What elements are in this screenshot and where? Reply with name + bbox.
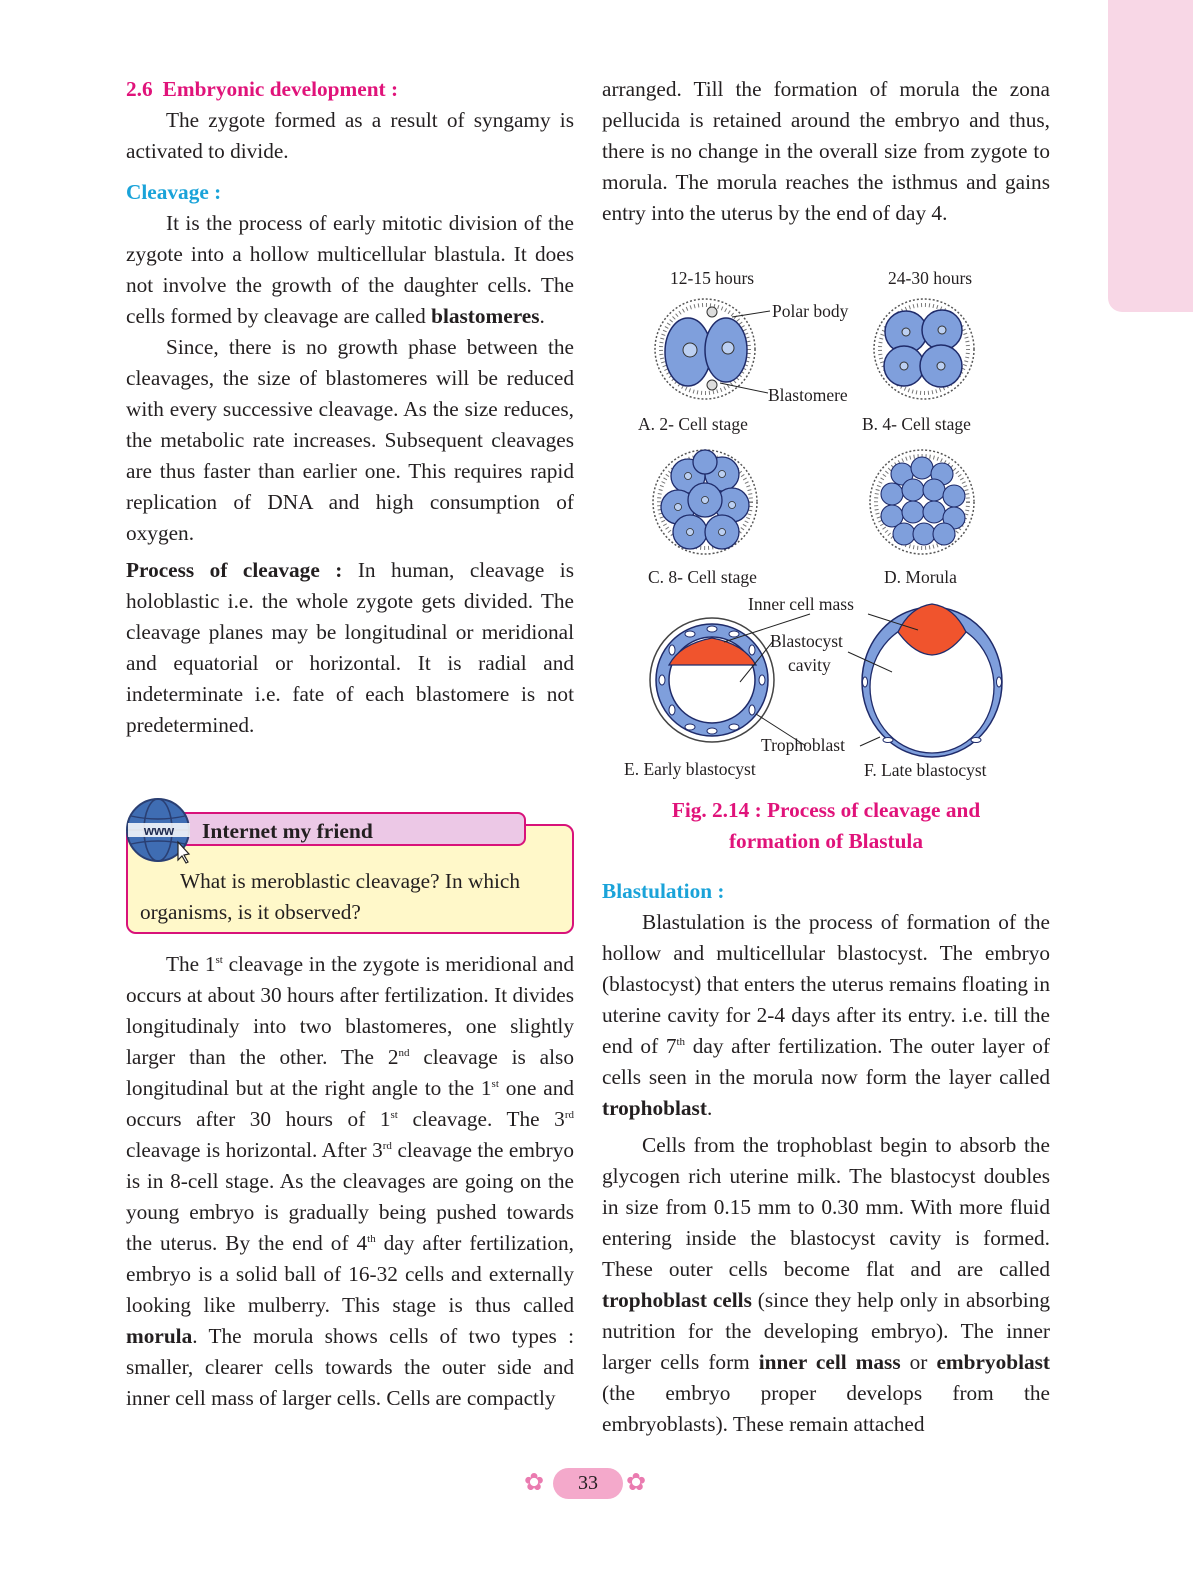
time-label-b: 24-30 hours	[888, 268, 973, 288]
term-inner-cell-mass: inner cell mass	[758, 1350, 901, 1374]
process-paragraph: Process of cleavage : In human, cleavage is holoblastic i.e. the whole zygote gets divided. The cleavage planes may be longitudinal or meridional and equatorial or horizontal. It is radial and indeterminate i.e. fate of each blastomere is not predetermined.	[126, 558, 574, 737]
cleavage-diagram	[620, 262, 1040, 792]
globe-icon	[126, 796, 194, 864]
cleavage-paragraph-2: Since, there is no growth phase between the cleavages, the size of blastomeres will be reduced with every successive cleavage. As the size reduces, the metabolic rate increases. Subsequent cleavages are thus faster than earlier one. This requires rapid replication of DNA and high consumption of oxygen.	[126, 335, 574, 545]
cleavage-sequence-paragraph: The 1st cleavage in the zygote is meridional and occurs at about 30 hours after fertilization. It divides longitudinaly into two blastomeres, one slightly larger than the other. The 2nd cleavage is also longitudinal but at the right angle to the 1st one and occurs after 30 hours of 1st cleavage. The 3rd cleavage is horizontal. After 3rd cleavage the embryo is in 8-cell stage. As the cleavages are going on the young embryo is gradually being pushed towards the uterus. By the end of 4th day after fertilization, embryo is a solid ball of 16-32 cells and externally looking like mulberry. This stage is thus called morula. The morula shows cells of two types : smaller, clearer cells towards the outer side and inner cell mass of larger cells. Cells are compactly	[126, 952, 574, 1410]
intro-paragraph: The zygote formed as a result of syngamy is activated to divide.	[126, 108, 574, 163]
time-label-a: 12-15 hours	[670, 268, 755, 288]
stage-label-c: C. 8- Cell stage	[648, 567, 757, 587]
left-column	[126, 74, 574, 741]
section-number: 2.6	[126, 77, 153, 101]
page-number-value: 33	[553, 1468, 623, 1499]
term-trophoblast-cells: trophoblast cells	[602, 1288, 752, 1312]
right-column-lower	[602, 876, 1050, 1440]
stage-label-d: D. Morula	[884, 567, 957, 587]
term-trophoblast: trophoblast	[602, 1096, 707, 1120]
term-embryoblast: embryoblast	[936, 1350, 1051, 1374]
flower-icon-right: ✿	[626, 1470, 647, 1496]
internet-my-friend-box	[126, 796, 574, 936]
stage-label-e: E. Early blastocyst	[624, 759, 756, 779]
left-column-lower	[126, 949, 574, 1414]
stage-label-b: B. 4- Cell stage	[862, 414, 971, 434]
internet-title: Internet my friend	[162, 812, 526, 846]
right-column	[602, 74, 1050, 229]
flower-icon-left: ✿	[524, 1470, 545, 1496]
blastulation-heading: Blastulation :	[602, 879, 725, 903]
page-number	[520, 1466, 655, 1502]
inner-cell-mass-label: Inner cell mass	[748, 594, 854, 614]
blastocyst-cavity-label-2: cavity	[788, 655, 831, 675]
morula-paragraph: arranged. Till the formation of morula the zona pellucida is retained around the embryo and thus, there is no change in the overall size from zygote to morula. The morula reaches the isthmus and gains entry into the uterus by the end of day 4.	[602, 77, 1050, 225]
side-tab	[1108, 0, 1193, 312]
polar-body-1	[707, 307, 717, 317]
section-title: Embryonic development :	[162, 77, 399, 101]
internet-question: What is meroblastic cleavage? In which organisms, is it observed?	[140, 869, 521, 924]
polar-body-2	[707, 380, 717, 390]
term-morula: morula	[126, 1324, 193, 1348]
term-blastomeres: blastomeres	[431, 304, 540, 328]
process-heading: Process of cleavage :	[126, 558, 343, 582]
polar-body-label: Polar body	[772, 301, 849, 321]
cleavage-figure	[620, 262, 1040, 792]
figure-caption: Fig. 2.14 : Process of cleavage and formation of Blastula	[671, 798, 981, 853]
section-heading	[126, 74, 574, 105]
globe-label: www	[143, 823, 175, 838]
trophoblast-label: Trophoblast	[761, 735, 845, 755]
stage-label-a: A. 2- Cell stage	[638, 414, 748, 434]
blastocyst-cavity-label: Blastocyst	[770, 631, 843, 651]
blastulation-paragraph-2: Cells from the trophoblast begin to absorb the glycogen rich uterine milk. The blastocyst doubles in size from 0.15 mm to 0.30 mm. With more fluid entering inside the blastocyst cavity is formed. These outer cells become flat and are called trophoblast cells (since they help only in absorbing nutrition for the developing embryo). The inner larger cells form inner cell mass or embryoblast (the embryo proper develops from the embryoblasts). These remain attached	[602, 1133, 1051, 1436]
cleavage-paragraph-1: It is the process of early mitotic division of the zygote into a hollow multicellular blastula. It does not involve the growth of the daughter cells. The cells formed by cleavage are called blastomeres.	[126, 211, 574, 328]
stage-label-f: F. Late blastocyst	[864, 760, 987, 780]
blastulation-paragraph-1: Blastulation is the process of formation of the hollow and multicellular blastocyst. The embryo (blastocyst) that enters the uterus remains floating in uterine cavity for 2-4 days after its entry. i.e. till the end of 7th day after fertilization. The outer layer of cells seen in the morula now form the layer called trophoblast.	[602, 910, 1050, 1120]
blastomere-label: Blastomere	[768, 385, 848, 405]
cleavage-heading: Cleavage :	[126, 180, 222, 204]
